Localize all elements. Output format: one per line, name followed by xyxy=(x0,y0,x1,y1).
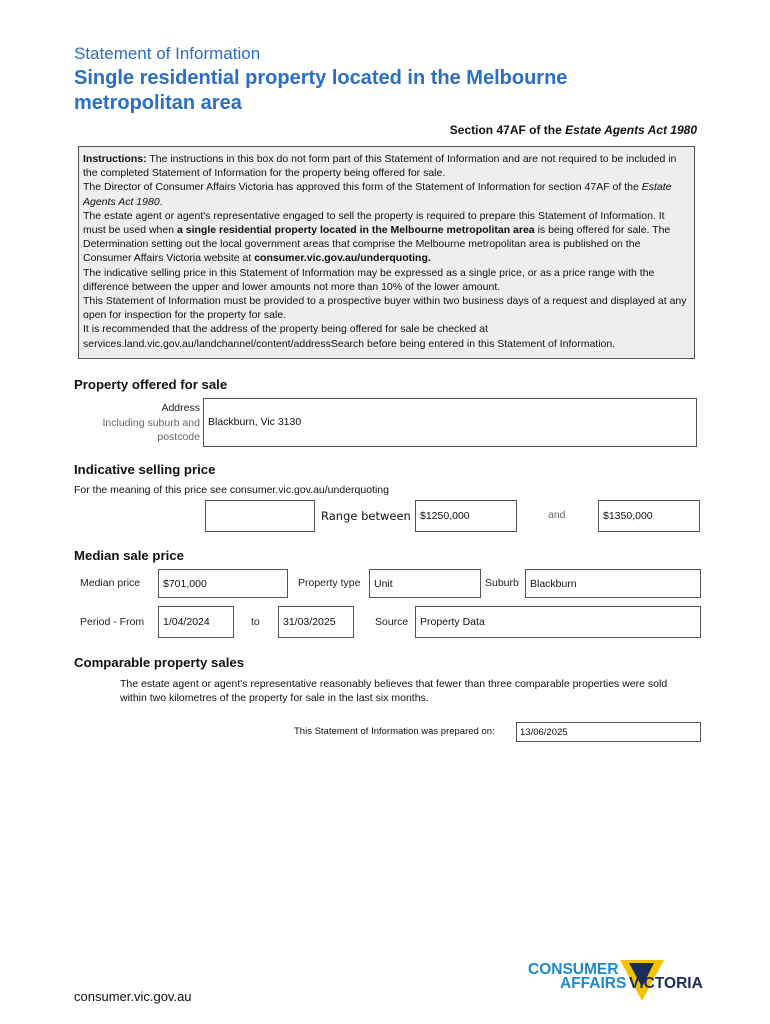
prepared-label: This Statement of Information was prepared on: xyxy=(294,726,495,737)
lower-price-field[interactable]: $1250,000 xyxy=(415,500,517,532)
property-heading: Property offered for sale xyxy=(74,377,228,392)
upper-price-field[interactable]: $1350,000 xyxy=(598,500,700,532)
period-to-field[interactable]: 31/03/2025 xyxy=(278,606,354,638)
to-label: to xyxy=(251,616,260,628)
svg-text:CONSUMER: CONSUMER xyxy=(528,961,619,978)
section-reference: Section 47AF of the Estate Agents Act 1980 xyxy=(449,123,697,137)
range-label: Range between xyxy=(321,509,411,523)
svg-text:VICTORIA: VICTORIA xyxy=(629,975,703,992)
comparable-heading: Comparable property sales xyxy=(74,655,245,670)
footer-url[interactable]: consumer.vic.gov.au xyxy=(74,989,192,1004)
source-field[interactable]: Property Data xyxy=(415,606,701,638)
address-field[interactable]: Blackburn, Vic 3130 xyxy=(203,398,697,447)
period-from-label: Period - From xyxy=(80,616,145,628)
median-price-label: Median price xyxy=(80,577,141,589)
property-type-field[interactable]: Unit xyxy=(369,569,481,598)
consumer-affairs-victoria-logo xyxy=(528,957,704,1007)
address-label: Address Including suburb and postcode xyxy=(102,402,200,443)
indicative-heading: Indicative selling price xyxy=(74,462,216,477)
median-heading: Median sale price xyxy=(74,548,184,563)
suburb-field[interactable]: Blackburn xyxy=(525,569,701,598)
instructions-box: Instructions: The instructions in this box do not form part of this Statement of Information and are not required to be included in the completed Statement of Information for the property being offered for sale. The Director of Consumer Affairs Victoria has approved this form of the Statement of Information for section 47AF of the Estate Agents Act 1980. The estate agent or agent's representative engaged to sell the property is required to prepare this Statement of Information. It must be used when a single residential property located in the Melbourne metropolitan area is being offered for sale. The Determination setting out the local government areas that comprise the Melbourne metropolitan area is published on the Consumer Affairs Victoria website at consumer.vic.gov.au/underquoting. The indicative selling price in this Statement of Information may be expressed as a single price, or as a price range with the difference between the upper and lower amounts not more than 10% of the lower amount. This Statement of Information must be provided to a prospective buyer within two business days of a request and displayed at any open for inspection for the property for sale. It is recommended that the address of the property being offered for sale be checked at services.land.vic.gov.au/landchannel/content/addressSearch before being entered in this Statement of Information. xyxy=(78,146,695,359)
indicative-note: For the meaning of this price see consumer.vic.gov.au/underquoting xyxy=(74,484,389,496)
pretitle: Statement of Information xyxy=(74,44,261,63)
page-title: Single residential property located in the Melbourne metropolitan area xyxy=(74,67,568,114)
svg-text:AFFAIRS: AFFAIRS xyxy=(560,975,627,992)
prepared-date-field[interactable]: 13/06/2025 xyxy=(516,722,701,742)
single-price-field[interactable] xyxy=(205,500,315,532)
source-label: Source xyxy=(375,616,409,628)
and-label: and xyxy=(548,509,566,521)
property-type-label: Property type xyxy=(298,577,361,589)
comparable-text: The estate agent or agent's representative reasonably believes that fewer than three comparable properties were sold within two kilometres of the property for sale in the last six months. xyxy=(120,678,668,704)
median-price-field[interactable]: $701,000 xyxy=(158,569,288,598)
period-from-field[interactable]: 1/04/2024 xyxy=(158,606,234,638)
suburb-label: Suburb xyxy=(485,577,519,589)
